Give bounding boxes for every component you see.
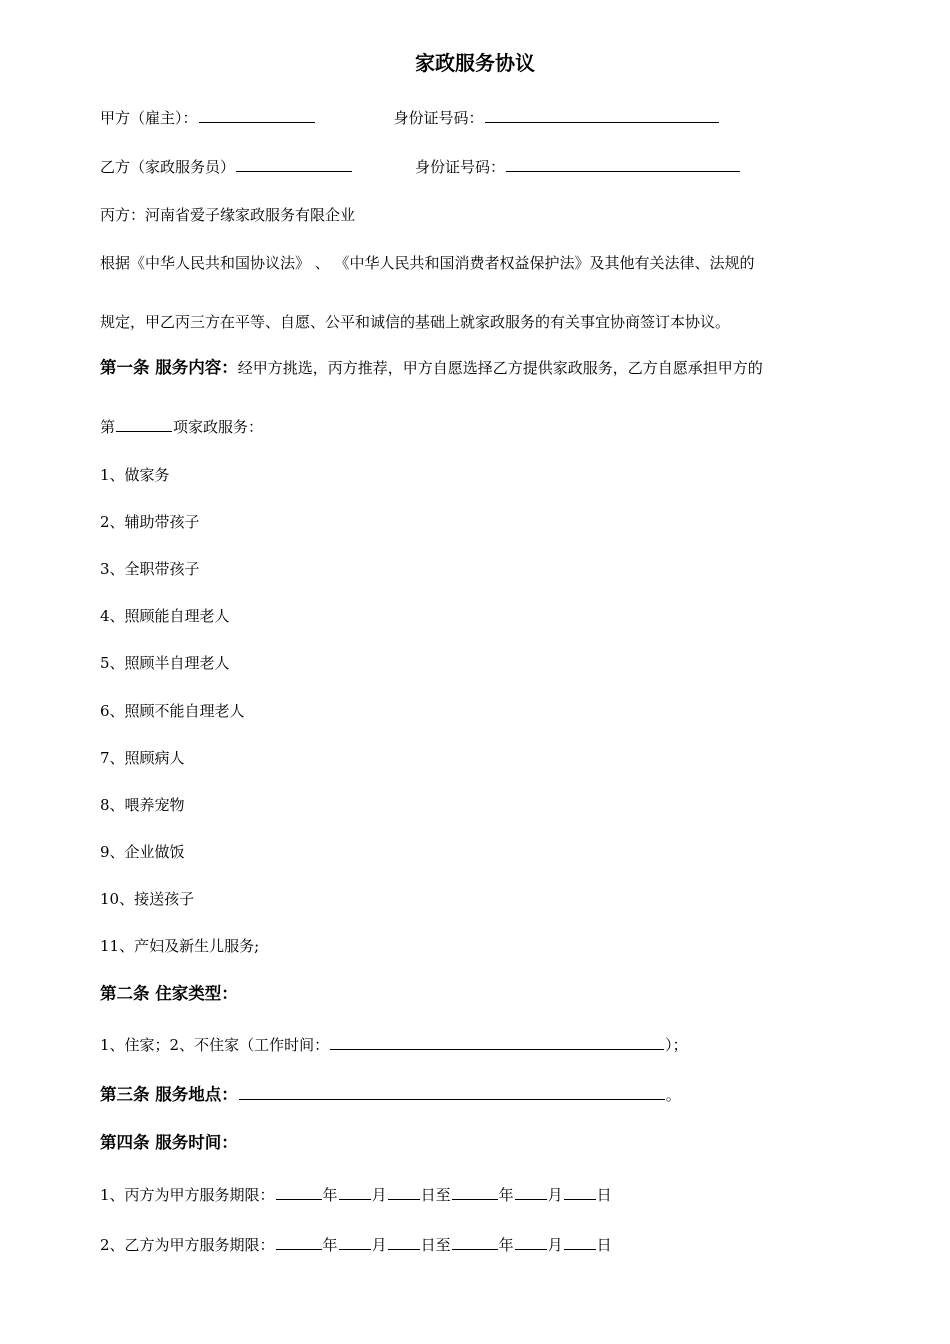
service-item: 6、照顾不能自理老人	[100, 702, 245, 720]
service-period-line-2	[100, 1234, 612, 1255]
end-year-blank[interactable]	[452, 1234, 498, 1250]
party-a-line	[100, 107, 720, 128]
service-location-blank[interactable]	[239, 1084, 665, 1100]
article-1-continuation	[100, 416, 263, 437]
preamble-line-2: 规定，甲乙丙三方在平等、自愿、公平和诚信的基础上就家政服务的有关事宜协商签订本协议。	[100, 313, 731, 331]
service-item: 4、照顾能自理老人	[100, 607, 230, 625]
day-to-label: 日至	[420, 1186, 451, 1204]
article-2-line	[100, 1034, 688, 1055]
party-a-name-blank[interactable]	[199, 107, 315, 123]
end-day-blank[interactable]	[564, 1184, 596, 1200]
year-label: 年	[322, 1186, 338, 1204]
service-item: 7、照顾病人	[100, 749, 185, 767]
month-label: 月	[371, 1236, 387, 1254]
article-1-heading: 第一条 服务内容：	[100, 358, 238, 377]
period-1-label: 1、丙方为甲方服务期限：	[100, 1186, 275, 1204]
article-4-heading: 第四条 服务时间：	[100, 1133, 238, 1152]
service-number-blank[interactable]	[116, 416, 172, 432]
start-year-blank[interactable]	[276, 1184, 322, 1200]
service-item: 3、全职带孩子	[100, 560, 200, 578]
period-2-label: 2、乙方为甲方服务期限：	[100, 1236, 275, 1254]
end-month-blank[interactable]	[515, 1234, 547, 1250]
service-item: 1、做家务	[100, 466, 170, 484]
year-label: 年	[498, 1236, 514, 1254]
service-item: 8、喂养宠物	[100, 796, 185, 814]
article-1-line	[100, 358, 763, 378]
party-b-name-blank[interactable]	[236, 156, 352, 172]
party-b-label: 乙方（家政服务员）	[100, 158, 236, 176]
year-label: 年	[322, 1236, 338, 1254]
article-1-text: 经甲方挑选，丙方推荐，甲方自愿选择乙方提供家政服务，乙方自愿承担甲方的	[237, 359, 763, 377]
service-period-line-1	[100, 1184, 612, 1205]
article-2-text-suffix: ）；	[665, 1036, 688, 1054]
start-month-blank[interactable]	[339, 1234, 371, 1250]
preamble-line-1: 根据《中华人民共和国协议法》 、 《中华人民共和国消费者权益保护法》及其他有关法律、法规的	[100, 254, 755, 272]
start-day-blank[interactable]	[388, 1234, 420, 1250]
document-title: 家政服务协议	[415, 51, 535, 75]
article-1-cont-suffix: 项家政服务：	[173, 418, 264, 436]
day-label: 日	[596, 1236, 612, 1254]
service-item: 2、辅助带孩子	[100, 513, 200, 531]
month-label: 月	[371, 1186, 387, 1204]
day-label: 日	[596, 1186, 612, 1204]
month-label: 月	[547, 1186, 563, 1204]
month-label: 月	[547, 1236, 563, 1254]
start-year-blank[interactable]	[276, 1234, 322, 1250]
party-b-id-blank[interactable]	[506, 156, 740, 172]
article-3-line	[100, 1084, 681, 1105]
article-1-cont-prefix: 第	[100, 418, 116, 436]
party-a-id-label: 身份证号码：	[393, 109, 484, 127]
start-day-blank[interactable]	[388, 1184, 420, 1200]
article-2-heading: 第二条 住家类型：	[100, 984, 238, 1003]
working-hours-blank[interactable]	[330, 1034, 664, 1050]
service-item: 9、企业做饭	[100, 843, 185, 861]
party-a-label: 甲方（雇主）：	[100, 109, 198, 127]
party-b-line	[100, 156, 741, 177]
article-3-suffix: 。	[665, 1086, 681, 1104]
party-c-line: 丙方：河南省爱子缘家政服务有限企业	[100, 206, 356, 224]
start-month-blank[interactable]	[339, 1184, 371, 1200]
service-item: 5、照顾半自理老人	[100, 654, 230, 672]
article-3-heading: 第三条 服务地点：	[100, 1085, 238, 1104]
party-b-id-label: 身份证号码：	[415, 158, 506, 176]
service-item: 10、接送孩子	[100, 890, 195, 908]
end-year-blank[interactable]	[452, 1184, 498, 1200]
day-to-label: 日至	[420, 1236, 451, 1254]
party-a-id-blank[interactable]	[485, 107, 719, 123]
article-2-text-prefix: 1、住家；2、不住家（工作时间：	[100, 1036, 330, 1054]
end-month-blank[interactable]	[515, 1184, 547, 1200]
end-day-blank[interactable]	[564, 1234, 596, 1250]
service-item: 11、产妇及新生儿服务;	[100, 937, 260, 955]
year-label: 年	[498, 1186, 514, 1204]
